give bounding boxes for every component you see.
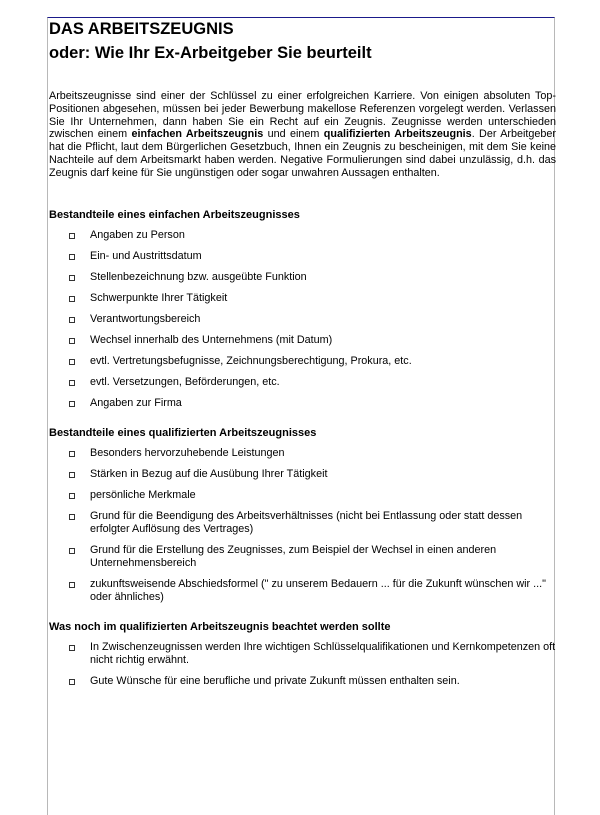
list-item: [49, 578, 556, 604]
list-item: [49, 489, 556, 502]
list-item-text: Stärken in Bezug auf die Ausübung Ihrer Tätigkeit: [90, 467, 328, 480]
square-bullet-icon: [69, 275, 75, 281]
square-bullet-icon: [69, 359, 75, 365]
list-item-text: In Zwischenzeugnissen werden Ihre wichtigen Schlüsselqualifikationen und Kernkompetenzen oft nicht richtig erwähnt.: [90, 640, 556, 666]
square-bullet-icon: [69, 338, 75, 344]
square-bullet-icon: [69, 451, 75, 457]
intro-bold-simple: einfachen Arbeitszeugnis: [131, 128, 264, 141]
list-item-text: Besonders hervorzuhebende Leistungen: [90, 446, 285, 459]
list-item: [49, 250, 556, 263]
intro-text: Arbeitszeugnisse sind einer der Schlüssel zu einer erfolgreichen Karriere. Von einigen absoluten Top-Positionen abgesehen, müssen bei jeder Bewerbung makellose Referenzen vorgelegt werden. Verlassen Sie Ihr Unternehmen, dann haben Sie ein Recht auf ein Zeugnis. Zeugnisse werden unterschieden zwischen einem: [49, 90, 556, 141]
intro-text: . Der Arbeitgeber hat die Pflicht, laut dem Bürgerlichen Gesetzbuch, Ihnen ein Zeugnis zu bescheinigen, mit dem Sie keine Nachteile auf dem Arbeitsmarkt haben werden. Negative Formulierungen sind dabei unzulässig, d.h. das Zeugnis darf keine für Sie ungünstigen oder sogar unwahren Aussagen enthalten.: [49, 128, 557, 179]
square-bullet-icon: [69, 472, 75, 478]
section-simple: [49, 208, 556, 410]
list-item-text: persönliche Merkmale: [90, 488, 196, 501]
bullet-list: [49, 641, 556, 688]
square-bullet-icon: [69, 380, 75, 386]
square-bullet-icon: [69, 548, 75, 554]
list-item-text: Verantwortungsbereich: [90, 312, 201, 325]
list-item-text: Grund für die Beendigung des Arbeitsverhältnisses (nicht bei Entlassung oder statt dessen erfolgter Auflösung des Vertrages): [90, 509, 523, 535]
section-notes: [49, 620, 556, 688]
square-bullet-icon: [69, 679, 75, 685]
list-item: [49, 447, 556, 460]
list-item-text: Grund für die Erstellung des Zeugnisses, zum Beispiel der Wechsel in einen anderen Unternehmensbereich: [90, 543, 497, 569]
document-title: DAS ARBEITSZEUGNIS: [49, 20, 234, 38]
square-bullet-icon: [69, 296, 75, 302]
list-item: [49, 641, 556, 667]
list-item-text: Gute Wünsche für eine berufliche und private Zukunft müssen enthalten sein.: [90, 674, 460, 687]
square-bullet-icon: [69, 645, 75, 651]
list-item-text: evtl. Versetzungen, Beförderungen, etc.: [90, 375, 280, 388]
list-item: [49, 355, 556, 368]
square-bullet-icon: [69, 493, 75, 499]
list-item: [49, 468, 556, 481]
square-bullet-icon: [69, 401, 75, 407]
list-item-text: Angaben zu Person: [90, 228, 185, 241]
square-bullet-icon: [69, 514, 75, 520]
list-item-text: Ein- und Austrittsdatum: [90, 249, 202, 262]
square-bullet-icon: [69, 254, 75, 260]
list-item: [49, 675, 556, 688]
bullet-list: [49, 447, 556, 604]
list-item: [49, 544, 556, 570]
list-item: [49, 334, 556, 347]
intro-paragraph: [49, 90, 556, 180]
square-bullet-icon: [69, 317, 75, 323]
list-item: [49, 510, 556, 536]
list-item: [49, 271, 556, 284]
list-item-text: evtl. Vertretungsbefugnisse, Zeichnungsberechtigung, Prokura, etc.: [90, 354, 412, 367]
list-item: [49, 376, 556, 389]
list-item-text: Angaben zur Firma: [90, 396, 182, 409]
list-item: [49, 313, 556, 326]
list-item: [49, 397, 556, 410]
square-bullet-icon: [69, 582, 75, 588]
section-heading: Bestandteile eines qualifizierten Arbeitszeugnisses: [49, 426, 317, 439]
section-heading: Bestandteile eines einfachen Arbeitszeugnisses: [49, 208, 300, 221]
list-item-text: Wechsel innerhalb des Unternehmens (mit Datum): [90, 333, 333, 346]
document-subtitle: oder: Wie Ihr Ex-Arbeitgeber Sie beurteilt: [49, 44, 372, 62]
list-item: [49, 229, 556, 242]
bullet-list: [49, 229, 556, 410]
section-qualified: [49, 426, 556, 604]
list-item-text: Stellenbezeichnung bzw. ausgeübte Funktion: [90, 270, 307, 283]
document-content: [49, 18, 556, 696]
list-item-text: Schwerpunkte Ihrer Tätigkeit: [90, 291, 228, 304]
list-item-text: zukunftsweisende Abschiedsformel (" zu unserem Bedauern ... für die Zukunft wünschen wir ..." oder ähnliches): [90, 577, 546, 603]
intro-bold-qualified: qualifizierten Arbeitszeugnis: [323, 128, 472, 141]
list-item: [49, 292, 556, 305]
section-heading: Was noch im qualifizierten Arbeitszeugnis beachtet werden sollte: [49, 620, 391, 633]
intro-text: und einem: [263, 128, 324, 141]
square-bullet-icon: [69, 233, 75, 239]
